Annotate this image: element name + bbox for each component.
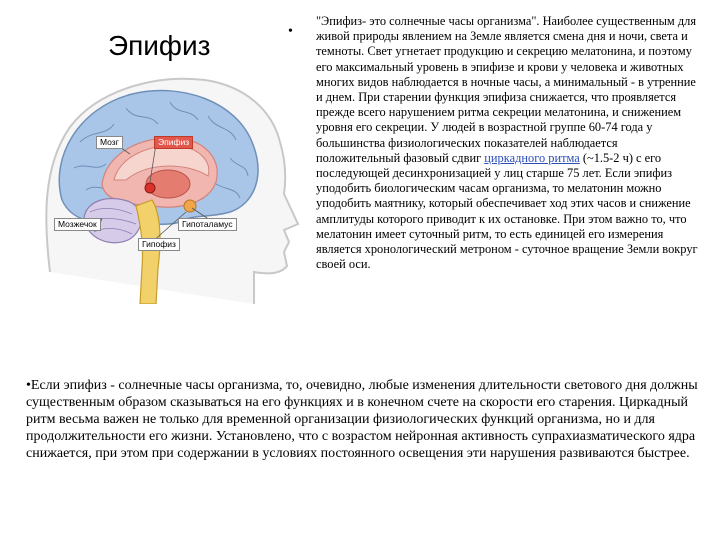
paragraph-circadian-aging: •Если эпифиз - солнечные часы организма, то, очевидно, любые изменения длительности светового дня должны существенным образом сказываться на его функциях и в конечном счете на скорости его старения. Циркадный ритм весьма важен не только для временной организации физиологических функций организма, но и для продолжительности его жизни. Установлено, что с возрастом нейронная активность супрахиазматического ядра снижается, при этом при содержании в условиях постоянного освещения эти нарушения развиваются быстрее.	[26, 378, 698, 461]
slide-title: Эпифиз	[108, 30, 211, 61]
label-brain: Мозг	[96, 136, 123, 149]
bullet-marker: •	[288, 24, 293, 39]
hypophysis-shape	[184, 200, 196, 212]
brain-anatomy-image	[40, 72, 302, 304]
epiphysis-dot	[145, 183, 155, 193]
paragraph-epiphysis-clock	[316, 14, 700, 272]
paragraph-text-part2: (~1.5-2 ч) с его последующей десинхронизацией у лиц старше 75 лет. Если эпифиз уподобить биологическим часам организма, то мелатонин можно уподобить маятнику, который обеспечивает ход этих часов и снижение амплитуды которого приводит к их остановке. При этом важно то, что мелатонин имеет суточный ритм, то есть единицей его измерения является хронологический метроном - суточное вращение Земли вокруг своей оси.	[316, 150, 698, 272]
paragraph-text-part1: "Эпифиз- это солнечные часы организма". Наиболее существенным для живой природы явлением на Земле является смена дня и ночи, света и темноты. Свет угнетает продукцию и секрецию мелатонина, и поэтому его максимальный уровень в эпифизе и крови у человека и животных многих видов наблюдается в ночные часы, а минимальный - в утренние и днем. При старении функция эпифиза снижается, что проявляется прежде всего нарушением ритма секреции мелатонина, и снижением уровня его секреции. У людей в возрастной группе 60-74 года у большинства физиологических показателей наблюдается положительный фазовый сдвиг	[316, 14, 697, 165]
circadian-rhythm-link[interactable]: циркадного ритма	[484, 150, 580, 165]
label-hypothalamus: Гипоталамус	[178, 218, 237, 231]
label-cerebellum: Мозжечок	[54, 218, 101, 231]
label-hypophysis: Гипофиз	[138, 238, 180, 251]
label-epiphysis: Эпифиз	[154, 136, 193, 149]
brain-illustration	[40, 72, 302, 304]
